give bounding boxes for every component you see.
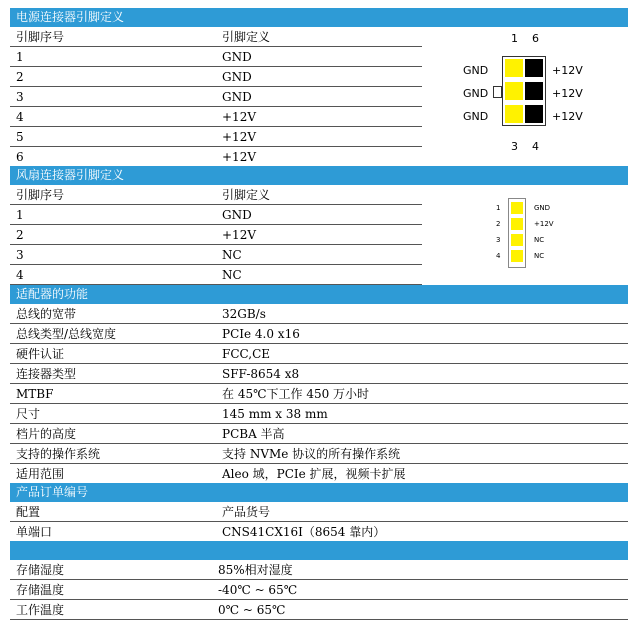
pin-number: 6 [16, 150, 24, 164]
table-row [10, 560, 628, 580]
spec-key: 尺寸 [16, 407, 41, 421]
pin-label-top-right: 6 [532, 32, 539, 45]
fan-pin-label: NC [534, 236, 545, 244]
table-row [10, 580, 628, 600]
pin-definition: GND [222, 70, 252, 84]
fan-pin-number: 2 [496, 220, 501, 228]
pin-number: 1 [16, 208, 24, 222]
table-row [10, 47, 422, 67]
env-key: 存储湿度 [16, 563, 65, 577]
spec-key: 支持的操作系统 [16, 447, 101, 461]
pin-number: 1 [16, 50, 24, 64]
table-row [10, 324, 628, 344]
pin-definition: +12V [222, 228, 256, 242]
table-row [10, 404, 628, 424]
power-table-header [10, 27, 422, 47]
pin-number: 3 [16, 248, 24, 262]
env-key: 工作温度 [16, 603, 65, 617]
pin-definition: NC [222, 248, 242, 262]
table-row [10, 225, 422, 245]
config-value: 单端口 [16, 525, 53, 539]
fan-table-header [10, 185, 422, 205]
pin-number: 5 [16, 130, 24, 144]
pin-definition-header: 引脚定义 [222, 188, 271, 202]
pin-definition-header: 引脚定义 [222, 30, 271, 44]
pin-definition: +12V [222, 110, 256, 124]
power-pin-6 [525, 59, 543, 77]
spec-value: PCBA 半高 [222, 427, 285, 441]
env-value: 0℃ ~ 65℃ [218, 603, 286, 617]
pin-definition: GND [222, 50, 252, 64]
env-key: 存储温度 [16, 583, 65, 597]
power-section-title: 电源连接器引脚定义 [10, 8, 628, 27]
fan-pin-label: +12V [534, 220, 554, 228]
spec-value: 32GB/s [222, 307, 266, 321]
table-row [10, 364, 628, 384]
spec-value: PCIe 4.0 x16 [222, 327, 300, 341]
pin-number: 4 [16, 268, 24, 282]
spec-key: 硬件认证 [16, 347, 65, 361]
spec-key: 适用范围 [16, 467, 65, 481]
table-row [10, 344, 628, 364]
table-row [10, 147, 422, 167]
table-row [10, 522, 628, 542]
table-row [10, 87, 422, 107]
spec-key: 总线类型/总线宽度 [16, 327, 117, 341]
spec-value: 支持 NVMe 协议的所有操作系统 [222, 447, 401, 461]
table-row [10, 464, 628, 484]
fan-pin-4 [511, 250, 523, 262]
env-value: -40℃ ~ 65℃ [218, 583, 298, 597]
power-pin-2 [505, 82, 523, 100]
table-row [10, 67, 422, 87]
spec-key: MTBF [16, 387, 54, 401]
spec-value: FCC,CE [222, 347, 271, 361]
pin-number: 3 [16, 90, 24, 104]
pin-definition: +12V [222, 150, 256, 164]
fan-connector-diagram [490, 196, 570, 272]
power-right-label: +12V [552, 87, 583, 100]
pin-label-top-left: 1 [511, 32, 518, 45]
spec-key: 总线的宽带 [16, 307, 77, 321]
pin-number-header: 引脚序号 [16, 30, 65, 44]
env-value: 85%相对湿度 [218, 563, 293, 577]
table-row [10, 304, 628, 324]
table-row [10, 205, 422, 225]
part-number-header: 产品货号 [222, 505, 271, 519]
environment-section-title [10, 541, 628, 560]
spec-key: 连接器类型 [16, 367, 77, 381]
power-pin-3 [505, 105, 523, 123]
table-row [10, 600, 628, 620]
table-row [10, 127, 422, 147]
table-row [10, 107, 422, 127]
pin-definition: GND [222, 208, 252, 222]
fan-pin-number: 1 [496, 204, 501, 212]
power-pin-4 [525, 105, 543, 123]
pin-number-header: 引脚序号 [16, 188, 65, 202]
pin-number: 2 [16, 70, 24, 84]
fan-section-title: 风扇连接器引脚定义 [10, 166, 628, 185]
table-row [10, 444, 628, 464]
pin-definition: +12V [222, 130, 256, 144]
spec-value: 在 45℃下工作 450 万小时 [222, 387, 370, 401]
part-number-value: CNS41CX16I（8654 靠内） [222, 525, 386, 539]
spec-key: 档片的高度 [16, 427, 77, 441]
config-header: 配置 [16, 505, 41, 519]
power-left-label: GND [463, 87, 489, 100]
power-right-label: +12V [552, 64, 583, 77]
power-left-label: GND [463, 110, 489, 123]
pin-number: 4 [16, 110, 24, 124]
pin-definition: GND [222, 90, 252, 104]
table-row [10, 245, 422, 265]
table-row [10, 424, 628, 444]
fan-pin-label: GND [534, 204, 551, 212]
power-connector-diagram [455, 28, 615, 158]
spec-value: SFF-8654 x8 [222, 367, 300, 381]
adapter-section-title: 适配器的功能 [10, 285, 628, 304]
pin-label-bottom-right: 4 [532, 140, 539, 153]
spec-value: Aleo 域，PCIe 扩展，视频卡扩展 [222, 467, 406, 481]
pin-label-bottom-left: 3 [511, 140, 518, 153]
pin-number: 2 [16, 228, 24, 242]
power-left-label: GND [463, 64, 489, 77]
table-row [10, 384, 628, 404]
fan-pin-number: 4 [496, 252, 501, 260]
order-section-title: 产品订单编号 [10, 483, 628, 502]
fan-pin-1 [511, 202, 523, 214]
fan-pin-number: 3 [496, 236, 501, 244]
pin-definition: NC [222, 268, 242, 282]
table-row [10, 265, 422, 285]
power-connector-latch [493, 86, 502, 98]
order-table-header [10, 502, 628, 522]
power-pin-1 [505, 59, 523, 77]
fan-pin-3 [511, 234, 523, 246]
fan-pin-2 [511, 218, 523, 230]
power-pin-5 [525, 82, 543, 100]
power-right-label: +12V [552, 110, 583, 123]
fan-pin-label: NC [534, 252, 545, 260]
spec-value: 145 mm x 38 mm [222, 407, 328, 421]
